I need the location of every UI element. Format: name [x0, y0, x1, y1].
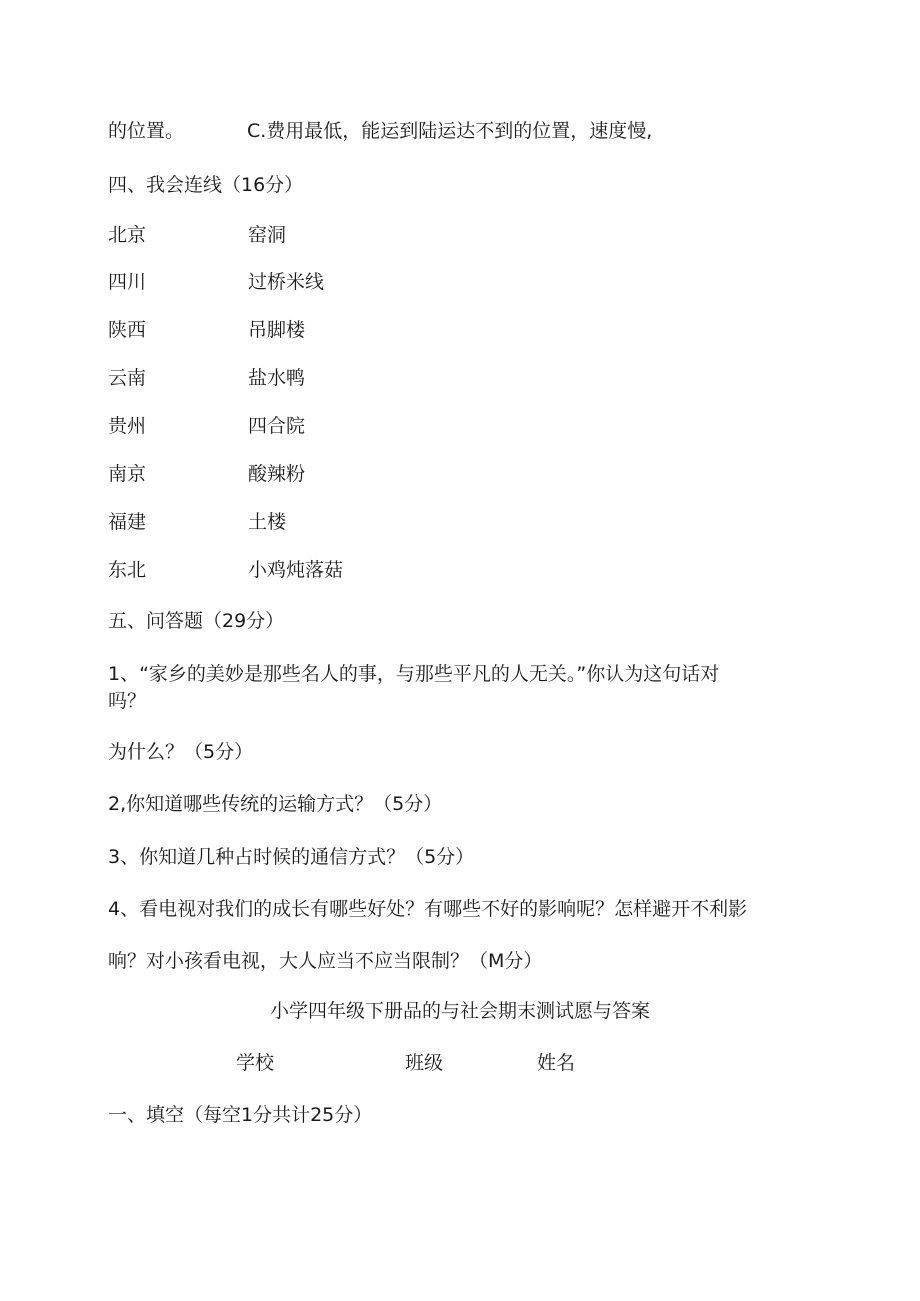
section1-heading: 一、填空（每空1分共计25分）: [108, 1104, 373, 1126]
match-right-7: 土楼: [248, 511, 287, 533]
match-left-7: 福建: [108, 511, 147, 533]
section5-heading: 五、问答题（29分）: [108, 610, 285, 632]
question-2: 2,你知道哪些传统的运输方式？（5分）: [108, 793, 443, 815]
match-right-6: 酸辣粉: [248, 463, 306, 485]
question-4-line-2: 响？对小孩看电视，大人应当不应当限制？（M分）: [108, 950, 543, 972]
section4-heading: 四、我会连线（16分）: [108, 174, 304, 196]
question-1-line-1: 1、“家乡的美妙是那些名人的事，与那些平凡的人无关。”你认为这句话对: [108, 663, 720, 685]
match-left-6: 南京: [108, 463, 147, 485]
match-left-4: 云南: [108, 367, 147, 389]
match-right-3: 吊脚楼: [248, 319, 306, 341]
match-left-3: 陕西: [108, 319, 147, 341]
question-1-line-2: 吗？: [108, 690, 147, 712]
question-3: 3、你知道几种占时候的通信方式？（5分）: [108, 846, 475, 868]
match-right-8: 小鸡炖落菇: [248, 559, 344, 581]
name-label: 姓名: [537, 1052, 576, 1074]
match-right-1: 窑洞: [248, 224, 287, 246]
intro-left-text: 的位置。: [108, 120, 185, 142]
match-left-5: 贵州: [108, 415, 147, 437]
match-right-5: 四合院: [248, 415, 306, 437]
exam-title: 小学四年级下册品的与社会期末测试愿与答案: [269, 1000, 650, 1022]
match-left-1: 北京: [108, 224, 147, 246]
match-right-4: 盐水鸭: [248, 367, 306, 389]
school-label: 学校: [236, 1052, 275, 1074]
match-left-8: 东北: [108, 559, 147, 581]
match-left-2: 四川: [108, 271, 147, 293]
question-4-line-1: 4、看电视对我们的成长有哪些好处？有哪些不好的影响呢？怎样避开不利影: [108, 898, 748, 920]
question-1-line-3: 为什么？（5分）: [108, 741, 254, 763]
class-label: 班级: [405, 1052, 444, 1074]
intro-option-c: C.费用最低，能运到陆运达不到的位置，速度慢,: [247, 120, 653, 142]
match-right-2: 过桥米线: [248, 271, 325, 293]
